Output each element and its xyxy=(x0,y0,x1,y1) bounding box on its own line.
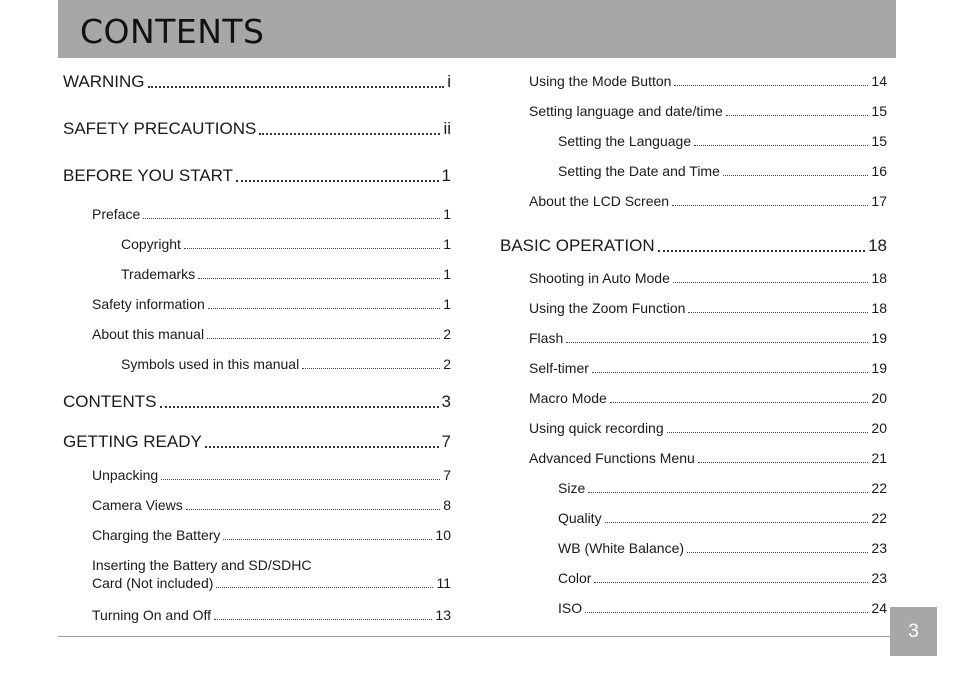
leader-dots xyxy=(302,368,440,369)
toc-entry-getting-ready[interactable] xyxy=(63,432,451,452)
toc-page-number: 20 xyxy=(871,420,887,436)
toc-label: Symbols used in this manual xyxy=(121,356,300,372)
toc-entry-iso[interactable] xyxy=(558,600,887,616)
leader-dots xyxy=(605,522,869,523)
toc-page-number: 21 xyxy=(871,450,887,466)
toc-entry-macro-mode[interactable] xyxy=(529,390,887,406)
toc-page-number: ii xyxy=(443,119,451,138)
leader-dots xyxy=(205,446,439,448)
page-number-badge xyxy=(890,607,937,656)
toc-entry-language-date-time[interactable] xyxy=(529,103,887,119)
leader-dots xyxy=(585,612,868,613)
toc-entry-white-balance[interactable] xyxy=(558,540,887,556)
leader-dots xyxy=(610,402,869,403)
toc-entry-symbols-used[interactable] xyxy=(121,356,451,372)
leader-dots xyxy=(198,278,440,279)
toc-page-number: 10 xyxy=(435,527,451,543)
toc-page-number: 7 xyxy=(441,432,451,451)
toc-page-number: 3 xyxy=(441,392,451,411)
toc-entry-about-this-manual[interactable] xyxy=(92,326,451,342)
toc-entry-turning-on-off[interactable] xyxy=(92,607,451,623)
toc-label: BASIC OPERATION xyxy=(500,236,655,255)
toc-page-number: 2 xyxy=(443,356,451,372)
toc-entry-setting-language[interactable] xyxy=(558,133,887,149)
leader-dots xyxy=(143,218,440,219)
toc-page-number: 22 xyxy=(871,510,887,526)
toc-entry-preface[interactable] xyxy=(92,206,451,222)
toc-label: Unpacking xyxy=(92,467,159,483)
toc-entry-lcd-screen[interactable] xyxy=(529,193,887,209)
leader-dots xyxy=(658,250,865,252)
leader-dots xyxy=(673,282,869,283)
toc-page-number: 1 xyxy=(443,206,451,222)
toc-entry-mode-button[interactable] xyxy=(529,73,887,89)
toc-label: WARNING xyxy=(63,72,145,91)
toc-label: Color xyxy=(558,570,592,586)
leader-dots xyxy=(216,587,433,588)
leader-dots xyxy=(688,312,868,313)
toc-page-number: 1 xyxy=(443,266,451,282)
toc-label: GETTING READY xyxy=(63,432,202,451)
toc-page-number: 24 xyxy=(871,600,887,616)
toc-entry-auto-mode[interactable] xyxy=(529,270,887,286)
leader-dots xyxy=(694,145,868,146)
footer-divider xyxy=(58,636,890,637)
leader-dots xyxy=(594,582,868,583)
leader-dots xyxy=(214,619,432,620)
toc-label: Quality xyxy=(558,510,602,526)
toc-label: Safety information xyxy=(92,296,205,312)
toc-entry-self-timer[interactable] xyxy=(529,360,887,376)
leader-dots xyxy=(566,342,868,343)
leader-dots xyxy=(674,85,868,86)
toc-label: SAFETY PRECAUTIONS xyxy=(63,119,257,138)
toc-page-number: 18 xyxy=(871,300,887,316)
toc-label: Using quick recording xyxy=(529,420,664,436)
toc-label: WB (White Balance) xyxy=(558,540,685,556)
toc-label: Charging the Battery xyxy=(92,527,221,543)
toc-entry-safety-precautions[interactable] xyxy=(63,119,451,139)
toc-page-number: 19 xyxy=(871,360,887,376)
toc-page-number: 23 xyxy=(871,540,887,556)
toc-label-line2: Card (Not included) xyxy=(92,575,214,591)
toc-entry-size[interactable] xyxy=(558,480,887,496)
toc-label: About the LCD Screen xyxy=(529,193,670,209)
toc-label: Setting the Language xyxy=(558,133,692,149)
toc-label: ISO xyxy=(558,600,583,616)
leader-dots xyxy=(160,406,439,408)
leader-dots xyxy=(208,308,440,309)
toc-entry-quick-recording[interactable] xyxy=(529,420,887,436)
toc-page-number: 18 xyxy=(871,270,887,286)
toc-label: CONTENTS xyxy=(63,392,157,411)
toc-entry-copyright[interactable] xyxy=(121,236,451,252)
toc-label-line2-row xyxy=(92,575,451,591)
leader-dots xyxy=(148,86,445,88)
header-bar xyxy=(58,0,896,58)
leader-dots xyxy=(223,539,432,540)
toc-entry-quality[interactable] xyxy=(558,510,887,526)
toc-page-number: i xyxy=(447,72,451,91)
toc-entry-contents[interactable] xyxy=(63,392,451,412)
toc-page-number: 11 xyxy=(436,575,451,591)
leader-dots xyxy=(236,180,438,182)
toc-page-number: 16 xyxy=(871,163,887,179)
leader-dots xyxy=(207,338,440,339)
toc-page-number: 17 xyxy=(871,193,887,209)
toc-page-number: 15 xyxy=(871,103,887,119)
toc-label: Self-timer xyxy=(529,360,589,376)
leader-dots xyxy=(698,462,869,463)
toc-page-number: 15 xyxy=(871,133,887,149)
toc-page-number: 8 xyxy=(443,497,451,513)
toc-page-number: 2 xyxy=(443,326,451,342)
toc-label: Using the Mode Button xyxy=(529,73,672,89)
toc-label: Trademarks xyxy=(121,266,196,282)
toc-entry-inserting-battery[interactable] xyxy=(92,557,451,591)
toc-label: Using the Zoom Function xyxy=(529,300,686,316)
toc-entry-advanced-functions-menu[interactable] xyxy=(529,450,887,466)
toc-page-number: 13 xyxy=(435,607,451,623)
leader-dots xyxy=(667,432,869,433)
toc-label: About this manual xyxy=(92,326,205,342)
toc-entry-warning[interactable] xyxy=(63,72,451,92)
toc-label: Flash xyxy=(529,330,564,346)
toc-page-number: 20 xyxy=(871,390,887,406)
toc-label: Setting the Date and Time xyxy=(558,163,720,179)
leader-dots xyxy=(161,479,440,480)
toc-page-number: 14 xyxy=(871,73,887,89)
toc-label-line1: Inserting the Battery and SD/SDHC xyxy=(92,557,312,573)
toc-label: Turning On and Off xyxy=(92,607,212,623)
toc-entry-color[interactable] xyxy=(558,570,887,586)
toc-entry-flash[interactable] xyxy=(529,330,887,346)
leader-dots xyxy=(588,492,868,493)
toc-page-number: 22 xyxy=(871,480,887,496)
toc-entry-charging-battery[interactable] xyxy=(92,527,451,543)
page-number: 3 xyxy=(908,620,919,642)
toc-label: Macro Mode xyxy=(529,390,607,406)
leader-dots xyxy=(184,248,440,249)
toc-label: Copyright xyxy=(121,236,181,252)
toc-page-number: 1 xyxy=(441,166,451,185)
toc-page-number: 7 xyxy=(443,467,451,483)
toc-entry-trademarks[interactable] xyxy=(121,266,451,282)
leader-dots xyxy=(592,372,869,373)
toc-entry-setting-date-time[interactable] xyxy=(558,163,887,179)
toc-label: Preface xyxy=(92,206,141,222)
toc-page-number: 18 xyxy=(868,236,887,255)
toc-page-number: 19 xyxy=(871,330,887,346)
toc-page-number: 23 xyxy=(871,570,887,586)
leader-dots xyxy=(259,133,440,135)
leader-dots xyxy=(687,552,868,553)
toc-entry-before-you-start[interactable] xyxy=(63,166,451,186)
toc-label: Size xyxy=(558,480,586,496)
leader-dots xyxy=(723,175,869,176)
toc-label: Camera Views xyxy=(92,497,183,513)
page-title: CONTENTS xyxy=(80,12,265,51)
toc-entry-unpacking[interactable] xyxy=(92,467,451,483)
toc-page-number: 1 xyxy=(443,236,451,252)
toc-label: BEFORE YOU START xyxy=(63,166,234,185)
toc-entry-basic-operation[interactable] xyxy=(500,236,887,256)
toc-label: Shooting in Auto Mode xyxy=(529,270,670,286)
leader-dots xyxy=(186,509,440,510)
toc-label: Setting language and date/time xyxy=(529,103,723,119)
toc-entry-safety-information[interactable] xyxy=(92,296,451,312)
leader-dots xyxy=(726,115,869,116)
toc-label: Advanced Functions Menu xyxy=(529,450,695,466)
toc-entry-zoom-function[interactable] xyxy=(529,300,887,316)
leader-dots xyxy=(672,205,868,206)
toc-page-number: 1 xyxy=(443,296,451,312)
toc-entry-camera-views[interactable] xyxy=(92,497,451,513)
